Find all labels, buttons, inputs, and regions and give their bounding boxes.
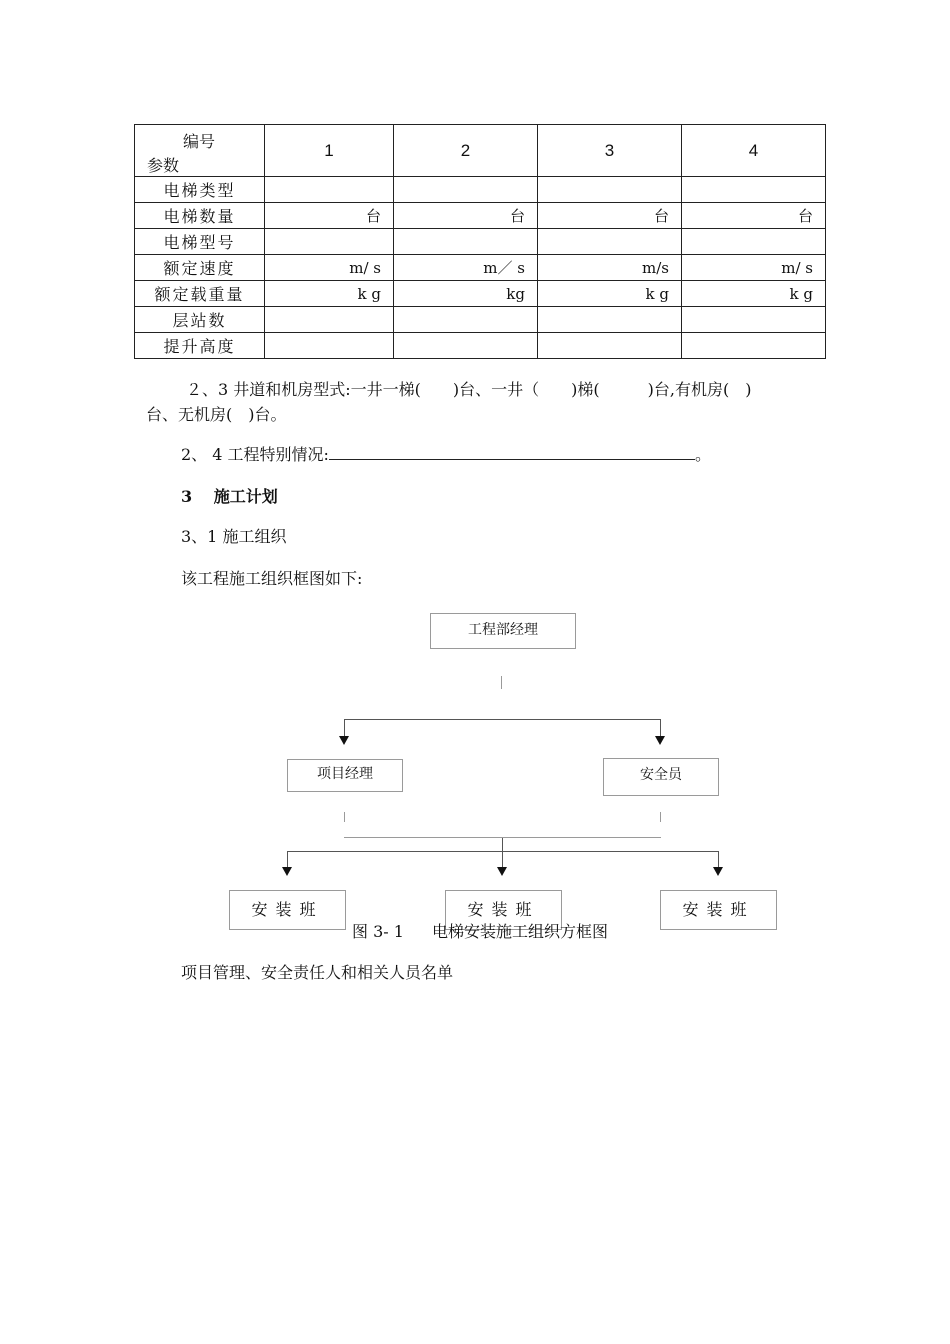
elevator-parameter-table	[134, 124, 826, 359]
table-cell	[394, 333, 538, 359]
table-cell: 台	[265, 203, 394, 229]
table-cell: 台	[394, 203, 538, 229]
closing-line: 项目管理、安全责任人和相关人员名单	[181, 963, 454, 982]
table-cell	[682, 177, 826, 203]
table-cell: kg	[394, 281, 538, 307]
connector-line	[501, 676, 502, 689]
paragraph-2-3-line1: ２、3 井道和机房型式:一井一梯( )台、一井（ )梯( )台,有机房( )	[186, 380, 752, 399]
arrow-down-icon	[339, 736, 349, 745]
row-label: 额定速度	[135, 255, 265, 281]
table-cell	[538, 177, 682, 203]
table-cell	[538, 307, 682, 333]
col-header: 4	[682, 125, 826, 177]
table-cell	[265, 177, 394, 203]
table-cell	[538, 333, 682, 359]
org-box-right: 安全员	[603, 758, 719, 796]
table-cell	[682, 307, 826, 333]
arrow-down-icon	[282, 867, 292, 876]
table-cell: 台	[538, 203, 682, 229]
col-header: 2	[394, 125, 538, 177]
table-row	[135, 203, 826, 229]
table-row	[135, 229, 826, 255]
paragraph-2-4-label: 2、 4 工程特别情况:	[181, 445, 329, 464]
section-heading-3: 3 施工计划	[181, 487, 278, 506]
connector-line	[718, 851, 719, 867]
table-row	[135, 255, 826, 281]
connector-line	[344, 719, 661, 720]
row-label: 电梯数量	[135, 203, 265, 229]
arrow-down-icon	[713, 867, 723, 876]
table-cell	[682, 229, 826, 255]
org-box-team: 安装班	[660, 890, 777, 930]
table-row	[135, 307, 826, 333]
arrow-down-icon	[655, 736, 665, 745]
col-header: 3	[538, 125, 682, 177]
connector-line	[660, 812, 661, 822]
table-cell	[394, 177, 538, 203]
connector-line	[502, 838, 503, 852]
table-cell: m/s	[538, 255, 682, 281]
paragraph-2-4-end: 。	[694, 445, 711, 464]
paragraph-2-4	[181, 442, 711, 465]
row-label: 额定载重量	[135, 281, 265, 307]
figure-caption-number: 图 3- 1	[352, 922, 404, 941]
table-cell	[682, 333, 826, 359]
table-cell: m/ s	[682, 255, 826, 281]
table-cell: k g	[538, 281, 682, 307]
org-box-team: 安装班	[445, 890, 562, 930]
org-chart-intro: 该工程施工组织框图如下:	[181, 569, 363, 588]
table-cell: 台	[682, 203, 826, 229]
org-box-team: 安装班	[229, 890, 346, 930]
table-row	[135, 281, 826, 307]
table-corner-cell	[135, 125, 265, 177]
table-cell	[265, 229, 394, 255]
org-box-left: 项目经理	[287, 759, 403, 792]
corner-top-label: 编号	[183, 132, 216, 151]
figure-caption-text: 电梯安装施工组织方框图	[432, 922, 609, 941]
row-label: 电梯类型	[135, 177, 265, 203]
connector-line	[344, 719, 345, 736]
connector-line	[287, 851, 719, 852]
row-label: 电梯型号	[135, 229, 265, 255]
arrow-down-icon	[497, 867, 507, 876]
table-row	[135, 177, 826, 203]
section-heading-3-1: 3、1 施工组织	[181, 527, 287, 546]
connector-line	[660, 719, 661, 736]
table-cell	[394, 229, 538, 255]
corner-bottom-label: 参数	[147, 156, 180, 175]
table-cell: k g	[682, 281, 826, 307]
table-cell: m／ s	[394, 255, 538, 281]
table-cell	[265, 307, 394, 333]
connector-line	[344, 812, 345, 822]
paragraph-2-3-line2: 台、无机房( )台。	[146, 405, 287, 424]
row-label: 提升高度	[135, 333, 265, 359]
table-header-row	[135, 125, 826, 177]
table-cell	[265, 333, 394, 359]
connector-line	[287, 851, 288, 867]
col-header: 1	[265, 125, 394, 177]
row-label: 层站数	[135, 307, 265, 333]
table-cell: k g	[265, 281, 394, 307]
fill-in-blank	[329, 445, 695, 460]
org-box-top: 工程部经理	[430, 613, 576, 649]
table-row	[135, 333, 826, 359]
connector-line	[502, 851, 503, 867]
table-cell	[394, 307, 538, 333]
table-cell: m/ s	[265, 255, 394, 281]
table-cell	[538, 229, 682, 255]
